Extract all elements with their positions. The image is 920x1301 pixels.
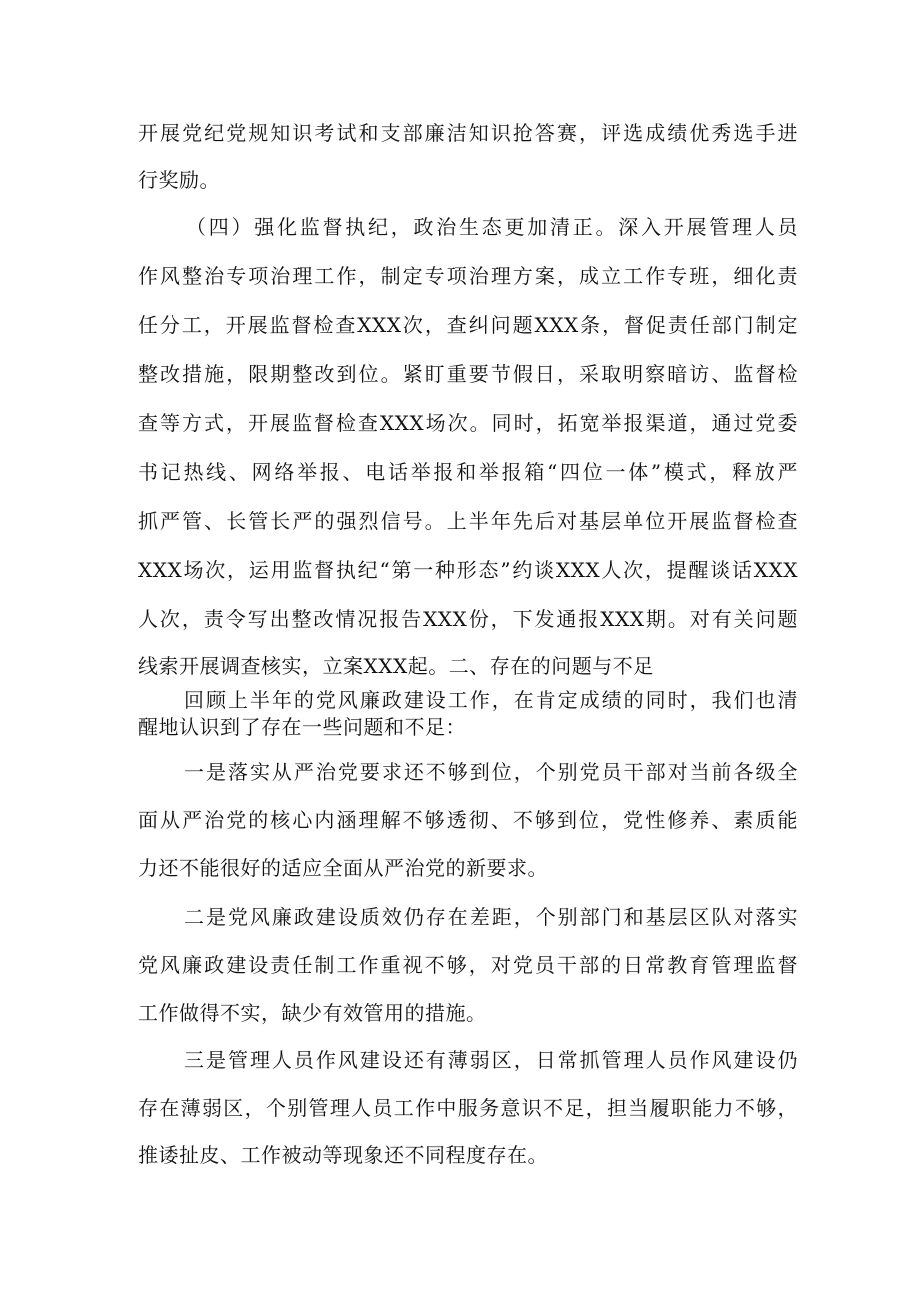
text-line-10: XXX场次，运用监督执纪“第一种形态”约谈XXX人次，提醒谈话XXX [138, 558, 798, 582]
text-line-6: 整改措施，限期整改到位。紧盯重要节假日，采取明察暗访、监督检 [138, 362, 798, 386]
text-line-5: 任分工，开展监督检查XXX次，查纠问题XXX条，督促责任部门制定 [138, 313, 798, 337]
problem-one-line-1: 一是落实从严治党要求还不够到位，个别党员干部对当前各级全 [184, 760, 798, 784]
problem-two-line-2: 党风廉政建设责任制工作重视不够，对党员干部的日常教育管理监督 [138, 953, 798, 977]
problem-three-line-3: 推诿扯皮、工作被动等现象还不同程度存在。 [138, 1143, 548, 1167]
text-line-8: 书记热线、网络举报、电话举报和举报箱“四位一体”模式，释放严 [138, 460, 798, 484]
text-line-4: 作风整治专项治理工作，制定专项治理方案，成立工作专班，细化责 [138, 264, 798, 288]
text-line-7: 查等方式，开展监督检查XXX场次。同时，拓宽举报渠道，通过党委 [138, 411, 798, 435]
problem-one-line-3: 力还不能很好的适应全面从严治党的新要求。 [138, 856, 548, 880]
text-line-13: 回顾上半年的党风廉政建设工作，在肯定成绩的同时，我们也清 [184, 688, 798, 712]
text-line-14: 醒地认识到了存在一些问题和不足： [138, 715, 466, 739]
section-two-heading-line: 线索开展调查核实，立案XXX起。二、存在的问题与不足 [138, 654, 654, 678]
text-line-1: 开展党纪党规知识考试和支部廉洁知识抢答赛，评选成绩优秀选手进 [138, 121, 798, 145]
text-line-11: 人次，责令写出整改情况报告XXX份，下发通报XXX期。对有关问题 [138, 607, 798, 631]
problem-one-line-2: 面从严治党的核心内涵理解不够透彻、不够到位，党性修养、素质能 [138, 808, 798, 832]
problem-three-line-2: 存在薄弱区，个别管理人员工作中服务意识不足，担当履职能力不够， [138, 1096, 798, 1120]
problem-two-line-3: 工作做得不实，缺少有效管用的措施。 [138, 1001, 487, 1025]
section-four-heading-line: （四）强化监督执纪，政治生态更加清正。深入开展管理人员 [186, 215, 798, 239]
problem-three-line-1: 三是管理人员作风建设还有薄弱区，日常抓管理人员作风建设仍 [184, 1048, 798, 1072]
text-line-9: 抓严管、长管长严的强烈信号。上半年先后对基层单位开展监督检查 [138, 509, 798, 533]
text-line-2: 行奖励。 [138, 168, 220, 192]
problem-two-line-1: 二是党风廉政建设质效仍存在差距，个别部门和基层区队对落实 [184, 905, 798, 929]
